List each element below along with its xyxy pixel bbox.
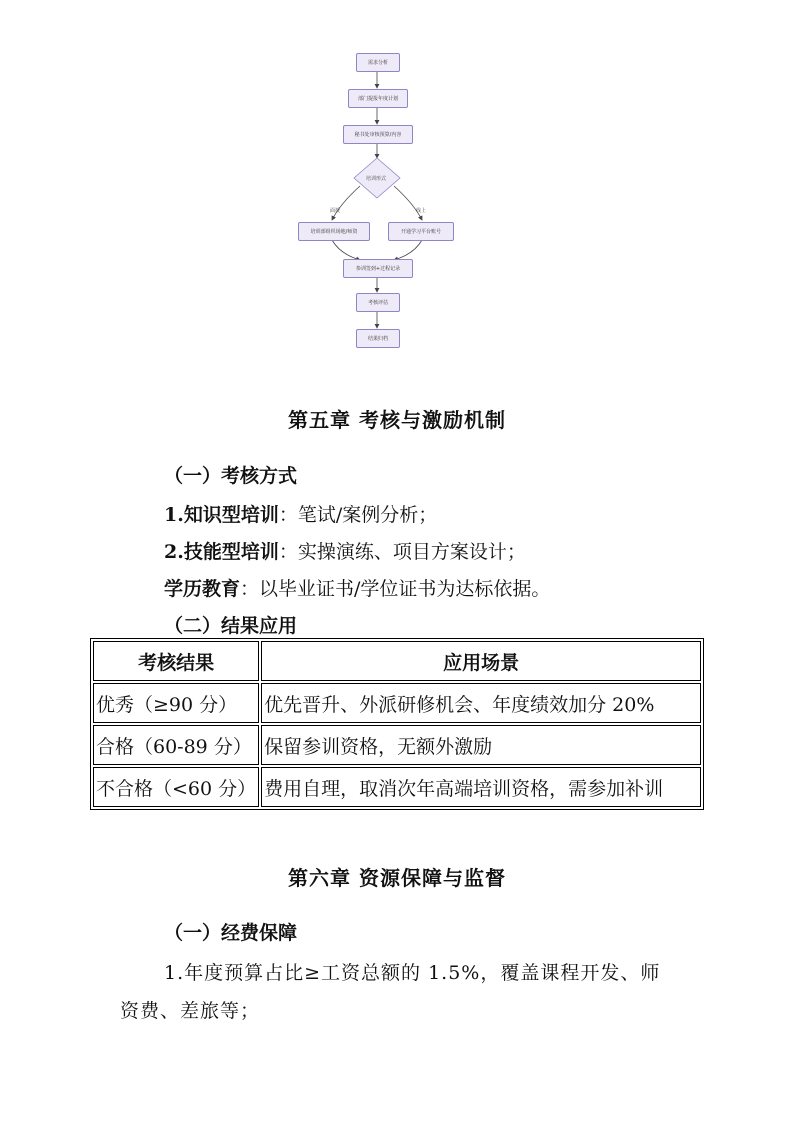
chapter6-title: 第六章 资源保障与监督: [288, 866, 506, 890]
table-cell: 费用自理，取消次年高端培训资格，需参加补训: [261, 767, 701, 807]
table-row: [93, 767, 701, 807]
table-header-cell: 应用场景: [261, 641, 701, 681]
item-text: ：以毕业证书/学位证书为达标依据。: [240, 578, 551, 600]
funding-paragraph-line1: 1.年度预算占比≥工资总额的 1.5%，覆盖课程开发、师: [164, 962, 661, 984]
table-cell: 保留参训资格，无额外激励: [261, 725, 701, 765]
item-label: 1.知识型培训: [164, 504, 279, 526]
section-assessment-methods: （一）考核方式: [164, 465, 298, 487]
flow-node-assessment: 考核评估: [356, 293, 400, 312]
item-text: ：实操演练、项目方案设计；: [278, 541, 526, 563]
section-result-application: （二）结果应用: [164, 615, 298, 637]
flow-node-platform: 开通学习平台账号: [388, 222, 454, 241]
chapter5-title: 第五章 考核与激励机制: [288, 408, 506, 432]
assessment-item-skill: [164, 537, 526, 564]
table-cell: 优先晋升、外派研修机会、年度绩效加分 20%: [261, 683, 701, 723]
item-text: ：笔试/案例分析；: [278, 504, 438, 526]
flow-node-signin: 参训签到+过程记录: [343, 259, 413, 278]
flow-node-venue: 培训部组织场地/师资: [298, 222, 370, 241]
flow-node-requirement: 需求分析: [356, 53, 400, 72]
item-label: 学历教育: [164, 578, 241, 600]
result-application-table: [90, 638, 704, 810]
item-label: 2.技能型培训: [164, 541, 279, 563]
flow-label-online: 线上: [416, 208, 427, 214]
flow-label-offline: 面授: [330, 208, 341, 214]
flow-node-plan: 部门提报年度计划: [348, 89, 408, 108]
table-header-cell: 考核结果: [93, 641, 259, 681]
training-flowchart: [280, 44, 480, 360]
funding-paragraph-line2: 资费、差旅等；: [120, 1000, 261, 1022]
flow-node-format: 培训形式: [366, 176, 387, 182]
section-funding: （一）经费保障: [164, 922, 298, 944]
flow-node-archive: 结果归档: [356, 329, 400, 348]
flow-node-review: 秘书处审核预算/内容: [343, 125, 413, 144]
assessment-item-knowledge: [164, 500, 437, 527]
table-cell: 不合格（<60 分）: [93, 767, 259, 807]
assessment-item-degree: [164, 574, 550, 601]
table-cell: 合格（60-89 分）: [93, 725, 259, 765]
table-cell: 优秀（≥90 分）: [93, 683, 259, 723]
table-header-row: [93, 641, 701, 681]
table-row: [93, 683, 701, 723]
table-row: [93, 725, 701, 765]
